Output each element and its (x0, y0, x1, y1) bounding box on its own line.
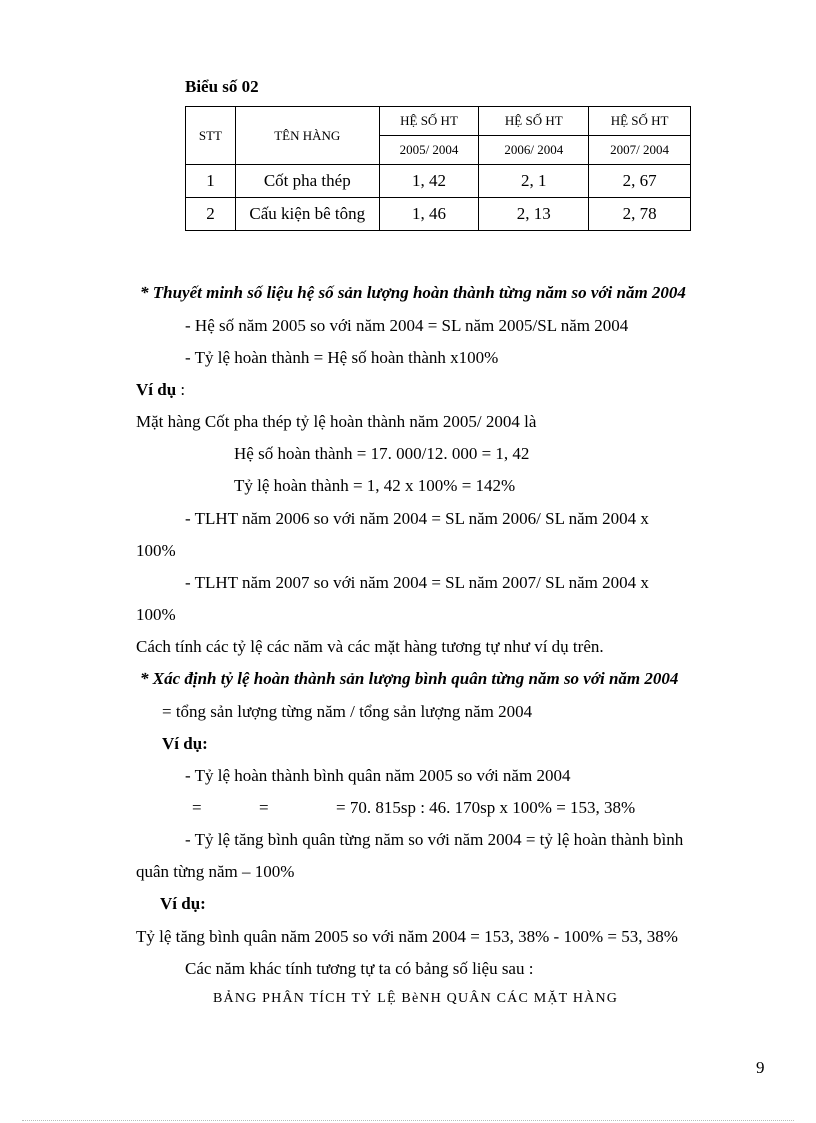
paragraph-line: Mặt hàng Cốt pha thép tỷ lệ hoàn thành năm 2005/ 2004 là (136, 412, 537, 431)
formula-line: - Tỷ lệ tăng bình quân từng năm so với năm 2004 = tỷ lệ hoàn thành bình (185, 830, 684, 849)
header-2007-bottom: 2007/ 2004 (589, 136, 691, 165)
equals-sign: = (192, 798, 202, 817)
example-label: Ví dụ: (162, 734, 208, 753)
table-cell: 1 (186, 165, 236, 198)
formula-line: = 70. 815sp : 46. 170sp x 100% = 153, 38% (336, 798, 636, 817)
paragraph-line: 100% (136, 605, 176, 624)
paragraph-line: Cách tính các tỷ lệ các năm và các mặt hàng tương tự như ví dụ trên. (136, 637, 604, 656)
formula-line: - TLHT năm 2007 so với năm 2004 = SL năm 2007/ SL năm 2004 x (185, 573, 649, 592)
paragraph-line: 100% (136, 541, 176, 560)
table-cell: Cốt pha thép (235, 165, 379, 198)
formula-line: = tổng sản lượng từng năm / tổng sản lượng năm 2004 (162, 702, 533, 721)
table-cell: 2, 78 (589, 198, 691, 231)
example-label-text: Ví dụ (136, 380, 177, 399)
formula-line: - Tỷ lệ hoàn thành bình quân năm 2005 so với năm 2004 (185, 766, 571, 785)
table-cell: 2 (186, 198, 236, 231)
equals-sign: = (259, 798, 269, 817)
example-label: Ví dụ: (160, 894, 206, 913)
formula-line: Hệ số hoàn thành = 17. 000/12. 000 = 1, 42 (234, 444, 530, 463)
table-cell: 1, 42 (379, 165, 479, 198)
header-2005-top: HỆ SỐ HT (379, 107, 479, 136)
formula-line: Tỷ lệ hoàn thành = 1, 42 x 100% = 142% (234, 476, 516, 495)
header-ten-hang: TÊN HÀNG (235, 107, 379, 165)
table-heading: Biểu số 02 (185, 77, 259, 96)
header-2006-bottom: 2006/ 2004 (479, 136, 589, 165)
section-title-explanation: * Thuyết minh số liệu hệ số sản lượng hoàn thành từng năm so với năm 2004 (140, 283, 686, 302)
table-cell: 2, 1 (479, 165, 589, 198)
header-stt: STT (186, 107, 236, 165)
example-label (136, 380, 185, 400)
analysis-table-title: BẢNG PHÂN TÍCH TỶ LỆ BèNH QUÂN CÁC MẶT HÀNG (213, 991, 619, 1006)
paragraph-line: Các năm khác tính tương tự ta có bảng số liệu sau : (185, 959, 534, 978)
header-2007-top: HỆ SỐ HT (589, 107, 691, 136)
coefficient-table (185, 106, 691, 231)
header-2006-top: HỆ SỐ HT (479, 107, 589, 136)
formula-line: - TLHT năm 2006 so với năm 2004 = SL năm 2006/ SL năm 2004 x (185, 509, 649, 528)
table-row (186, 198, 691, 231)
formula-line: - Hệ số năm 2005 so với năm 2004 = SL năm 2005/SL năm 2004 (185, 316, 629, 335)
paragraph-line: Tỷ lệ tăng bình quân năm 2005 so với năm 2004 = 153, 38% - 100% = 53, 38% (136, 927, 678, 946)
table-row (186, 165, 691, 198)
header-2005-bottom: 2005/ 2004 (379, 136, 479, 165)
table-cell: 2, 13 (479, 198, 589, 231)
example-label-colon: : (180, 380, 186, 399)
paragraph-line: quân từng năm – 100% (136, 862, 295, 881)
page-number: 9 (756, 1058, 765, 1077)
table-cell: 2, 67 (589, 165, 691, 198)
section-title-average: * Xác định tỷ lệ hoàn thành sản lượng bình quân từng năm so với năm 2004 (140, 669, 679, 688)
formula-line: - Tỷ lệ hoàn thành = Hệ số hoàn thành x100% (185, 348, 499, 367)
page-bottom-divider (22, 1120, 794, 1121)
table-cell: 1, 46 (379, 198, 479, 231)
table-cell: Cấu kiện bê tông (235, 198, 379, 231)
